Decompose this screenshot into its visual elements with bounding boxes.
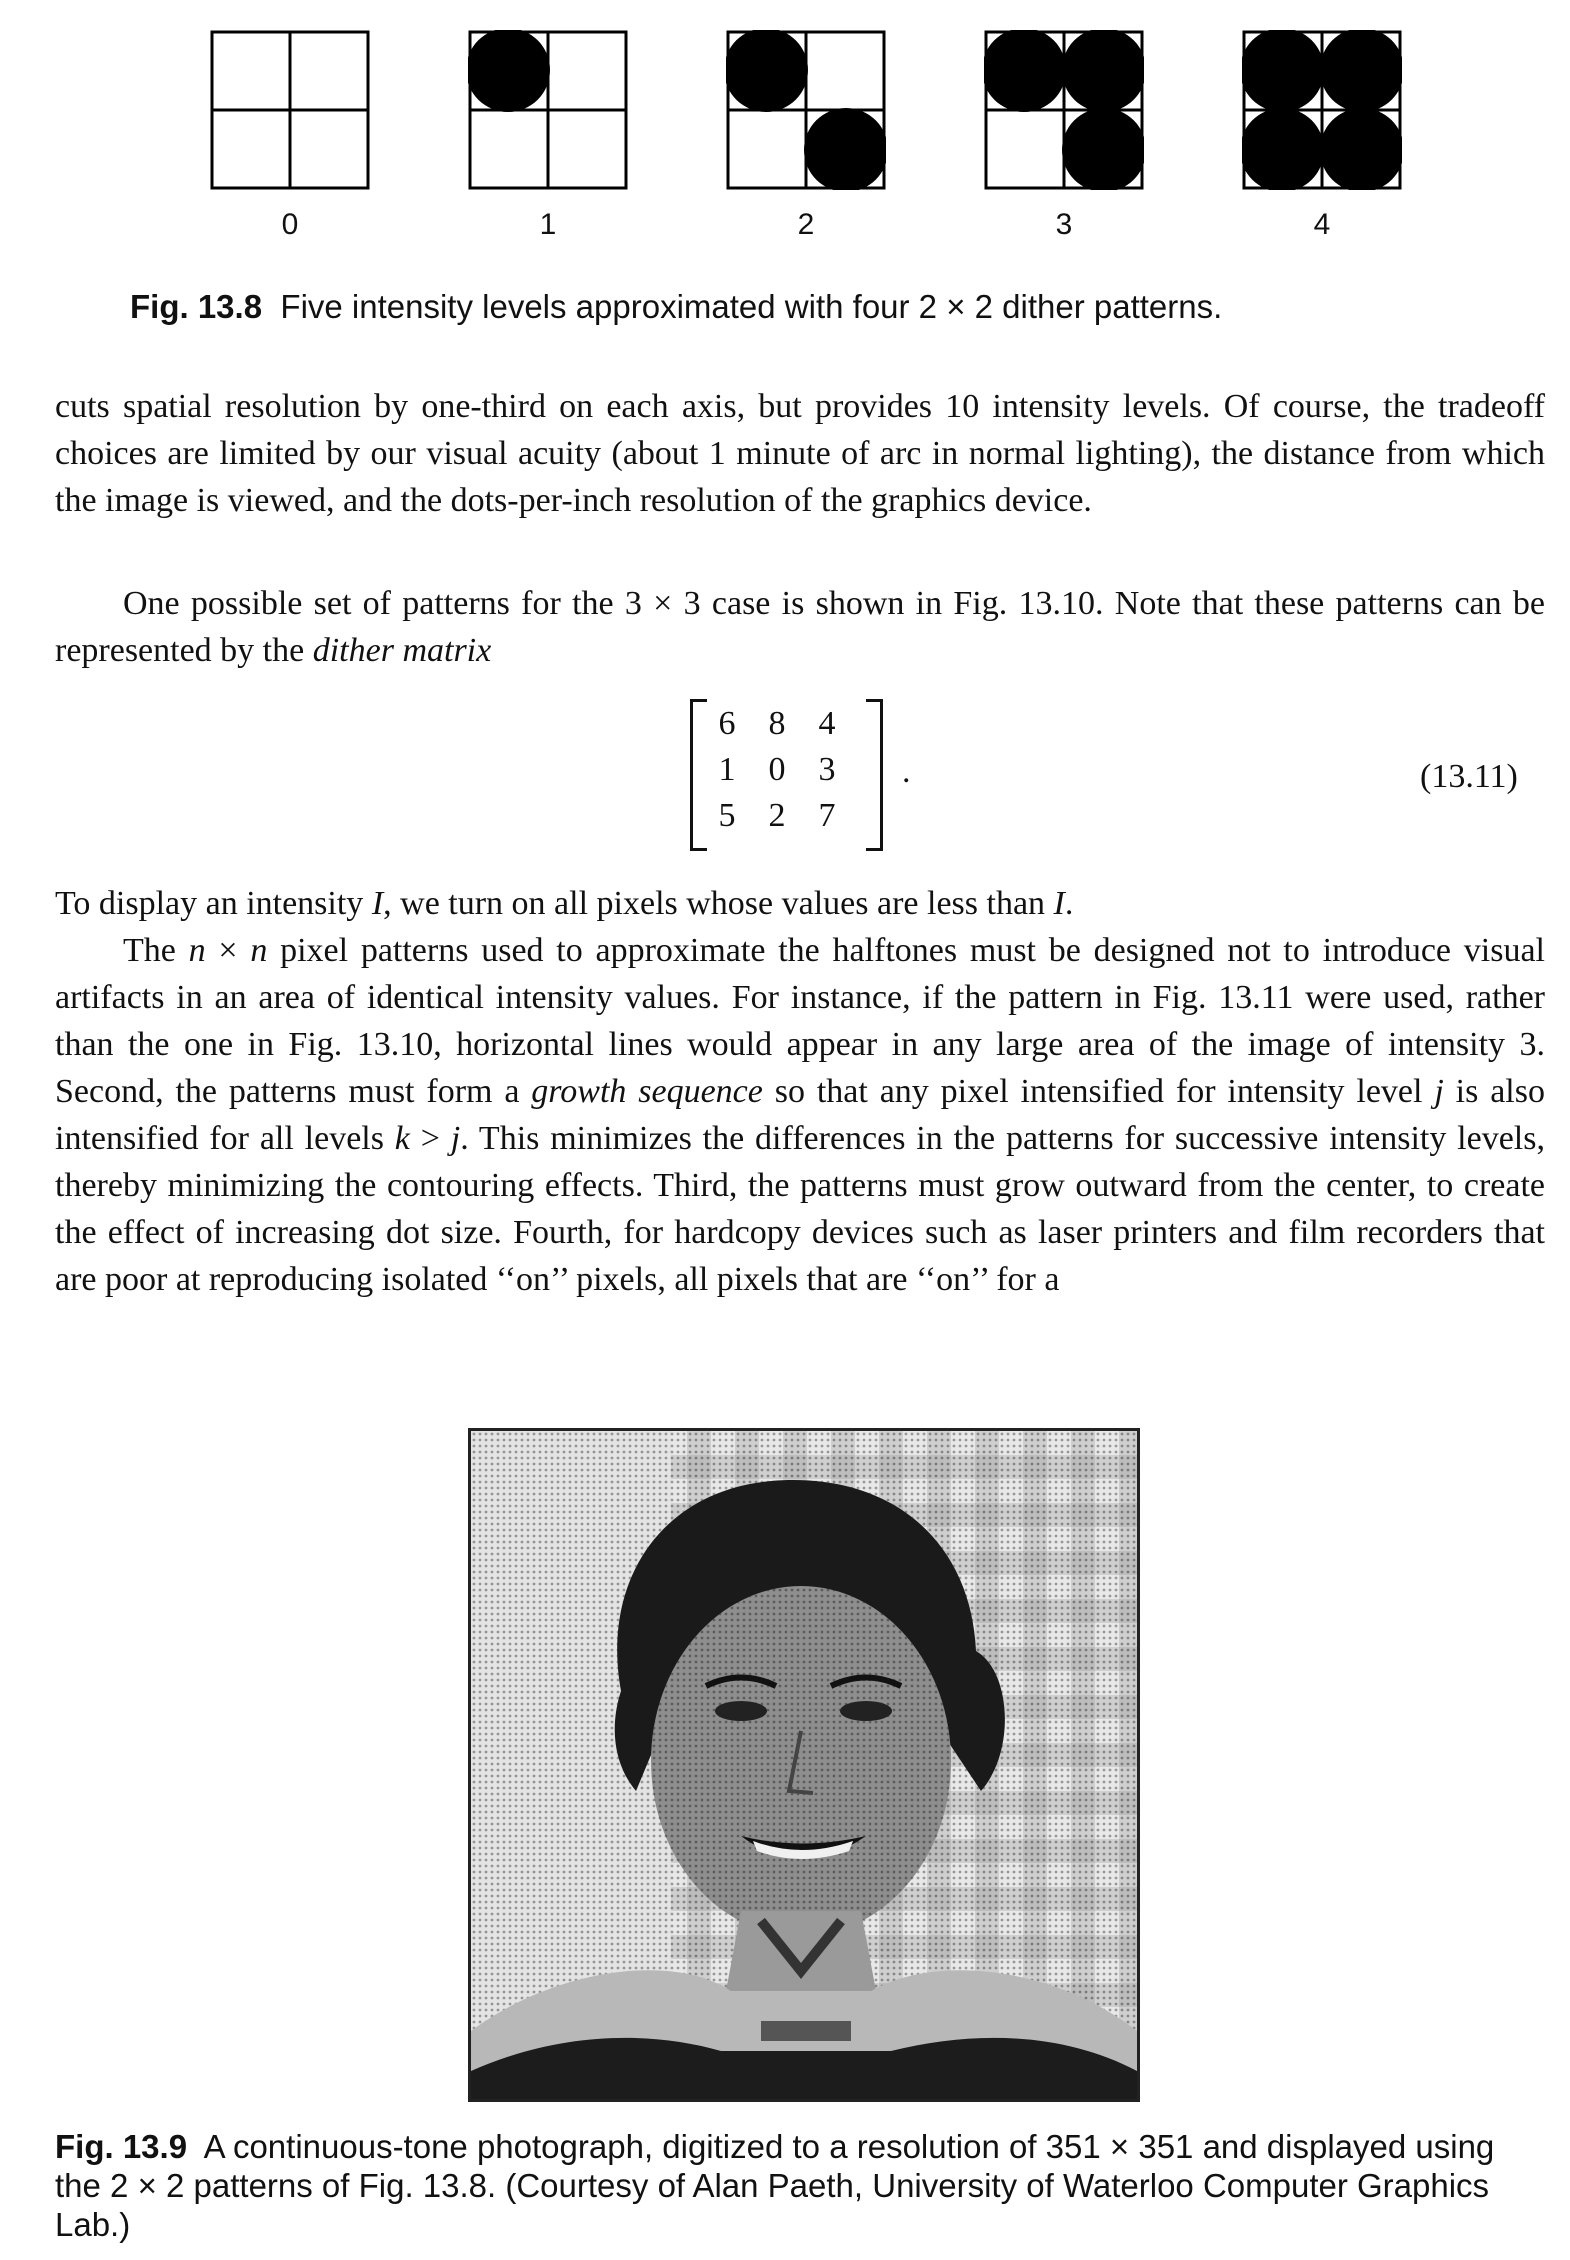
matrix-cell: 5 [718,797,736,834]
paragraph-text: cuts spatial resolution by one-third on each axis, but provides 10 intensity levels. Of course, the tradeoff choices are limited by our visual acuity (about 1 minute of arc in normal lighting), the distance from which the image is viewed, and the dots-per-inch resolution of the graphics device. [55,388,1545,519]
matrix-grid [702,701,852,839]
figure-caption-13-8 [130,288,1530,327]
dither-pattern-4 [1242,30,1402,190]
halftone-portrait-photo [468,1428,1140,2102]
pattern-grid [468,30,628,190]
pattern-grid [726,30,886,190]
portrait-illustration [471,1431,1137,2099]
pattern-label-3: 3 [1055,208,1073,241]
body-paragraph-1 [55,383,1545,524]
paragraph-text: so that any pixel intensified for intensity level [762,1073,1435,1110]
paragraph-text: One possible set of patterns for the 3 × 3 case is shown in Fig. 13.10. Note that these patterns can be represented by the [55,585,1545,669]
pattern-dot [804,108,886,190]
matrix-cell: 8 [768,705,786,742]
dither-matrix-equation [690,695,920,855]
pattern-dot [1242,30,1324,112]
matrix-cell: 2 [768,797,786,834]
matrix-cell: 3 [818,751,836,788]
pattern-dot [468,30,550,112]
pattern-label-4: 4 [1313,208,1331,241]
paragraph-text: The [123,932,189,969]
pattern-grid [1242,30,1402,190]
body-paragraph-2 [55,580,1545,674]
figure-caption-13-9 [55,2128,1545,2245]
paragraph-text: > [409,1120,451,1157]
matrix-period: . [902,753,911,790]
body-paragraph-3 [55,880,1545,1303]
dither-pattern-1 [468,30,628,190]
matrix-cell: 6 [718,705,736,742]
figure-caption-text: Five intensity levels approximated with four 2 × 2 dither patterns. [280,288,1223,325]
pattern-label-1: 1 [539,208,557,241]
pattern-grid [984,30,1144,190]
pattern-label-2: 2 [797,208,815,241]
math-var: j [1434,1073,1444,1110]
dither-pattern-3 [984,30,1144,190]
math-var: k [394,1120,410,1157]
matrix-cell: 1 [718,751,736,788]
paragraph-text: × [205,932,251,969]
dither-patterns-figure [210,30,1410,250]
equation-number: (13.11) [1420,758,1518,795]
paragraph-text: To display an intensity [55,885,372,922]
paragraph-text: is also intensified for all levels [55,1073,1545,1157]
pattern-label-0: 0 [281,208,299,241]
matrix-cell: 4 [818,705,836,742]
pattern-dot [726,30,808,112]
math-var: n [250,932,268,969]
pattern-dot [1242,108,1324,190]
matrix-cell: 0 [768,751,786,788]
term-dither-matrix: dither matrix [312,632,492,669]
pattern-dot [1320,108,1402,190]
pattern-dot [984,30,1066,112]
pattern-dot [1062,108,1144,190]
figure-caption-text: A continuous-tone photograph, digitized to a resolution of 351 × 351 and displayed using the 2 × 2 patterns of Fig. 13.8. (Courtesy of Alan Paeth, University of Waterloo Computer Graphics Lab.) [55,2128,1495,2243]
pattern-dot [1320,30,1402,112]
paragraph-text: , we turn on all pixels whose values are less than [383,885,1054,922]
paragraph-text: . This minimizes the differences in the patterns for successive intensity levels, thereby minimizing the contouring effects. Third, the patterns must grow outward from the center, to create the effect of increasing dot size. Fourth, for hardcopy devices such as laser printers and film recorders that are poor at reproducing isolated ‘‘on’’ pixels, all pixels that are ‘‘on’’ for a [55,1120,1545,1298]
matrix-cell: 7 [818,797,836,834]
pattern-dot [1062,30,1144,112]
dither-pattern-2 [726,30,886,190]
math-var: I [371,885,384,922]
figure-caption-label: Fig. 13.8 [130,288,263,325]
math-var: n [188,932,206,969]
math-var: j [450,1120,461,1157]
paragraph-text: pixel patterns used to approximate the halftones must be designed not to introduce visual artifacts in an area of identical intensity values. For instance, if the pattern in Fig. 13.11 were used, rather than the one in Fig. 13.10, horizontal lines would appear in any large area of the image of intensity 3. Second, the patterns must form a [55,932,1546,1110]
figure-caption-label: Fig. 13.9 [55,2128,188,2165]
matrix-right-bracket [866,699,883,851]
paragraph-text: . [1064,885,1074,922]
dither-pattern-0 [210,30,370,190]
math-var: I [1053,885,1065,922]
term-growth-sequence: growth sequence [531,1073,763,1110]
pattern-grid [210,30,370,190]
